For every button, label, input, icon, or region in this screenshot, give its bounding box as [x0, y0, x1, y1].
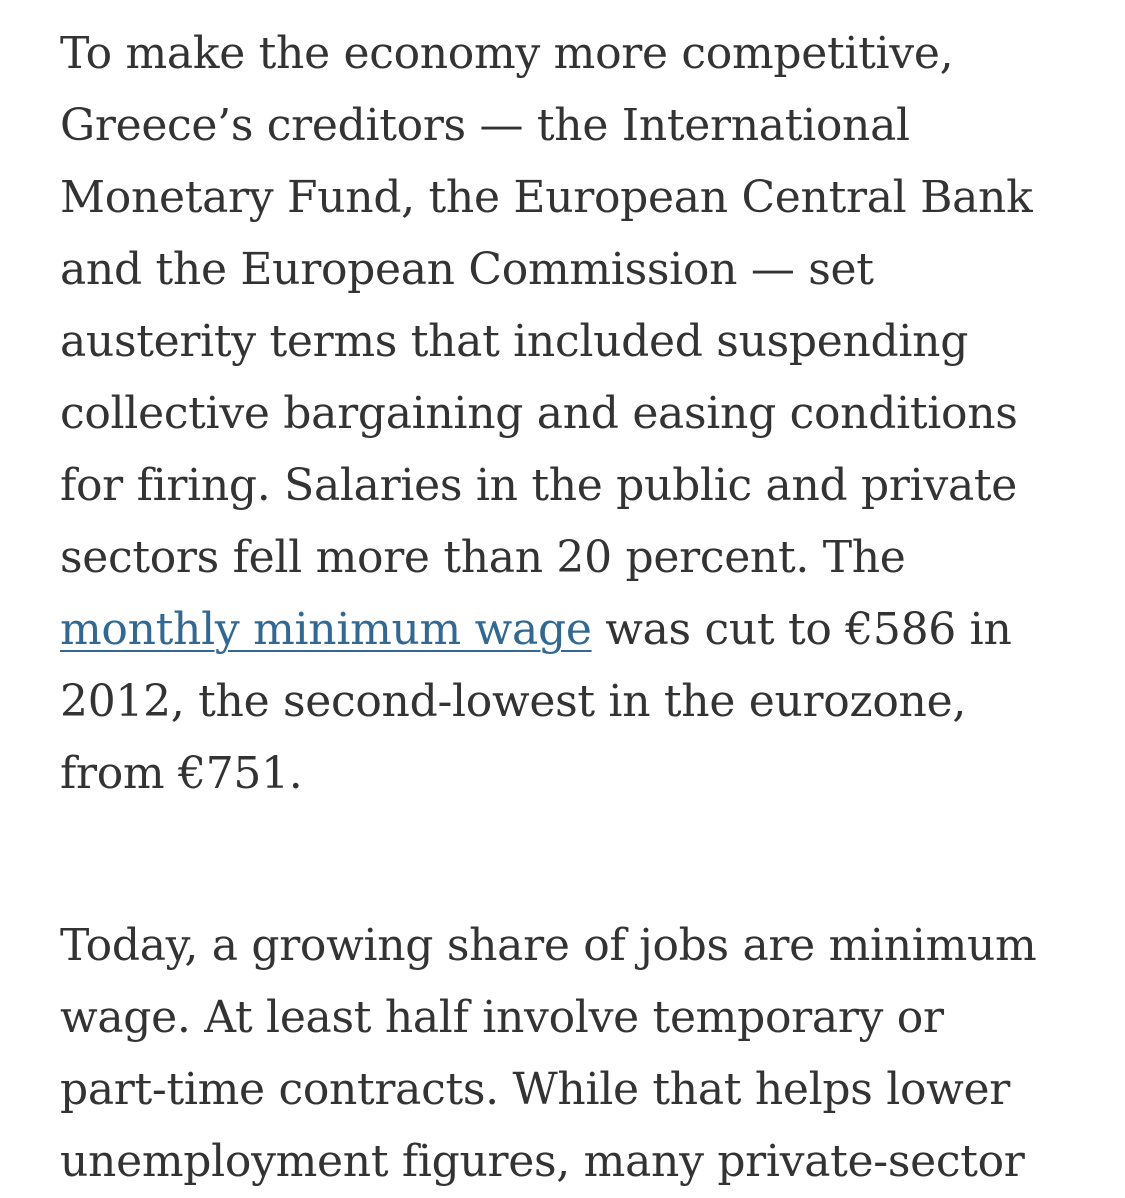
text-line: 2012, the second-lowest in the eurozone, — [60, 676, 967, 727]
text-line: wage. At least half involve temporary or — [60, 992, 944, 1043]
text-line: unemployment figures, many private-sector — [60, 1136, 1025, 1187]
text-line: for firing. Salaries in the public and private — [60, 460, 1018, 511]
paragraph-minimum-wage-jobs — [60, 910, 1036, 1198]
text-line: part-time contracts. While that helps lower — [60, 1064, 1011, 1115]
text-line: To make the economy more competitive, — [60, 28, 954, 79]
text-line: and the European Commission — set — [60, 244, 874, 295]
text-line: Today, a growing share of jobs are minimum — [60, 920, 1037, 971]
paragraph-austerity-terms — [60, 18, 1032, 810]
text-line: Monetary Fund, the European Central Bank — [60, 172, 1033, 223]
text-line-with-link — [60, 594, 1032, 666]
minimum-wage-link[interactable]: monthly minimum wage — [60, 604, 592, 655]
text-line: collective bargaining and easing conditions — [60, 388, 1018, 439]
text-line: Greece’s creditors — the International — [60, 100, 910, 151]
text-line: sectors fell more than 20 percent. The — [60, 532, 906, 583]
text-line: austerity terms that included suspending — [60, 316, 969, 367]
text-line: from €751. — [60, 748, 303, 799]
text-fragment: was cut to €586 in — [591, 604, 1012, 655]
